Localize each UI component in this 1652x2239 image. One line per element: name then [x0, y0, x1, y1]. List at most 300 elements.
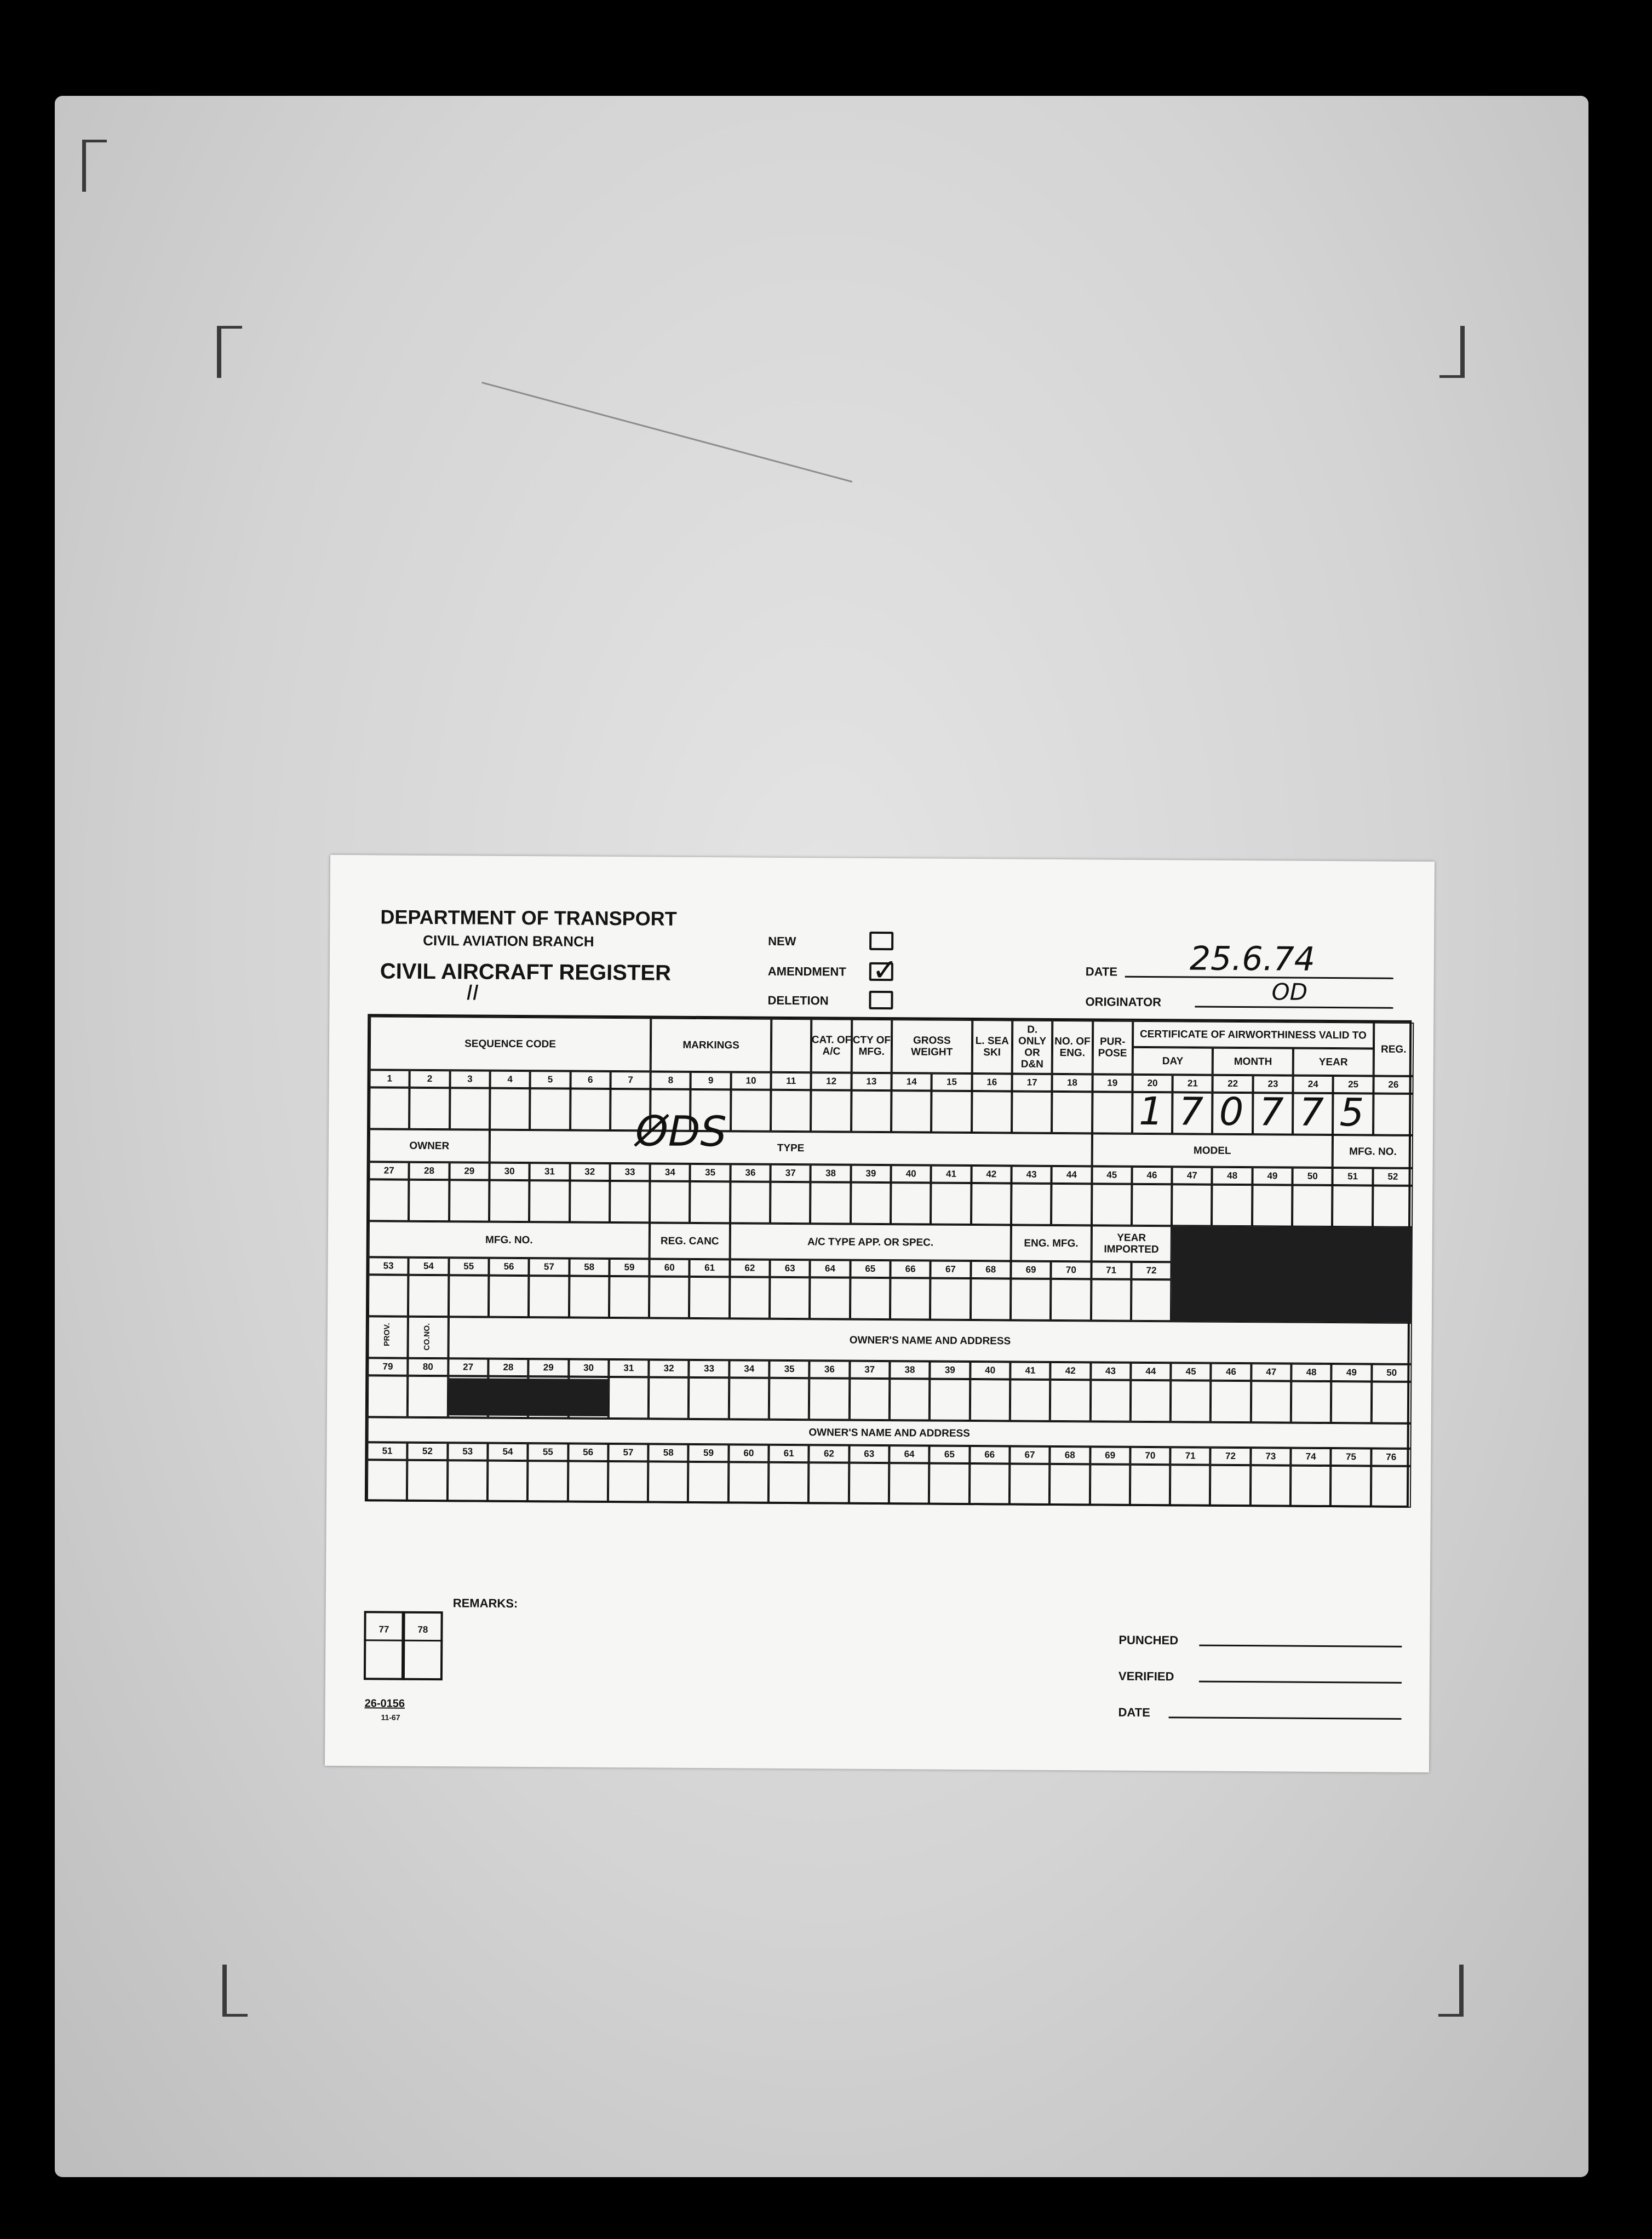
col-num: 37 — [864, 1364, 875, 1375]
col-num: 42 — [986, 1169, 997, 1180]
originator-value: OD — [1271, 978, 1308, 1006]
col-num: 63 — [784, 1262, 795, 1274]
hdr-lsea: L. SEA SKI — [975, 1035, 1009, 1059]
row1-entry-cell[interactable] — [811, 1090, 851, 1132]
row5-entry-cell[interactable] — [929, 1463, 970, 1505]
row5-entry-cell[interactable] — [1130, 1465, 1171, 1506]
new-checkbox[interactable] — [869, 932, 893, 950]
col-num: 73 — [1265, 1451, 1276, 1462]
col-num: 7 — [628, 1075, 633, 1086]
row2-entry-cell[interactable] — [851, 1182, 891, 1224]
col-num: 55 — [542, 1446, 553, 1457]
row5-entry-cell[interactable] — [487, 1461, 528, 1502]
row5-entry-cell[interactable] — [969, 1463, 1009, 1505]
row5-entry-cell[interactable] — [1170, 1465, 1211, 1506]
col-num: 64 — [825, 1263, 836, 1274]
col-num: 50 — [1307, 1170, 1318, 1181]
col-num: 58 — [663, 1447, 674, 1458]
col-num: 66 — [905, 1264, 916, 1274]
col-num: 66 — [984, 1449, 995, 1460]
col-num: 71 — [1185, 1450, 1196, 1461]
col-num: 29 — [464, 1166, 475, 1176]
col-num: 57 — [623, 1447, 634, 1458]
row4-entry-cell[interactable] — [809, 1378, 850, 1420]
row2-entry-cell[interactable] — [1373, 1185, 1413, 1227]
row3-entry-cell[interactable] — [1051, 1279, 1091, 1321]
col-num: 35 — [784, 1363, 795, 1375]
row5-entry-cell[interactable] — [407, 1460, 448, 1502]
crop-mark-outer — [82, 140, 107, 192]
row4-entry-cell[interactable] — [1050, 1380, 1091, 1421]
hdr-regcanc: REG. CANC — [660, 1235, 719, 1247]
row5-entry-cell[interactable] — [567, 1461, 608, 1503]
hdr-month: MONTH — [1234, 1055, 1272, 1067]
col-num: 68 — [985, 1264, 996, 1275]
hdr-cat: CAT. OF A/C — [811, 1034, 852, 1058]
row2-entry-cell[interactable] — [770, 1182, 811, 1224]
row1-entry-cell[interactable] — [409, 1088, 450, 1129]
crop-mark-top-left — [217, 326, 242, 378]
col-num: 67 — [1024, 1449, 1035, 1460]
col-num: 64 — [904, 1449, 915, 1460]
row4-entry-cell[interactable] — [1251, 1381, 1292, 1422]
col-num: 49 — [1267, 1170, 1278, 1181]
col-num: 43 — [1026, 1169, 1037, 1180]
row4-entry-cell[interactable] — [1090, 1380, 1131, 1421]
hdr-purpose: PUR- POSE — [1098, 1036, 1127, 1059]
row3-entry-cell[interactable] — [609, 1276, 650, 1318]
crop-mark-bottom-right — [1438, 1965, 1464, 2017]
col-num: 31 — [623, 1363, 634, 1374]
row5-entry-cell[interactable] — [729, 1462, 769, 1503]
hdr-owner-name-2: OWNER'S NAME AND ADDRESS — [808, 1426, 970, 1439]
row1-entry-cell[interactable] — [490, 1088, 530, 1130]
hdr-cono: CO.NO. — [422, 1323, 432, 1351]
col-num: 9 — [708, 1075, 714, 1086]
row3-entry-cell[interactable] — [569, 1276, 609, 1318]
col-num: 70 — [1145, 1450, 1156, 1461]
remarks-box-77[interactable] — [364, 1611, 404, 1680]
col-num: 51 — [382, 1445, 393, 1456]
row4-entry-cell[interactable] — [1371, 1381, 1412, 1423]
crop-mark-top-right — [1439, 326, 1465, 378]
col-num: 80 — [422, 1361, 433, 1373]
row4-entry-cell[interactable] — [1171, 1380, 1211, 1422]
row4-entry-cell[interactable] — [1291, 1381, 1332, 1423]
row4-entry-cell[interactable] — [970, 1379, 1010, 1421]
deletion-label: DELETION — [767, 993, 829, 1008]
row2-entry-cell[interactable] — [1051, 1184, 1092, 1225]
col-num: 3 — [467, 1073, 473, 1084]
col-num: 57 — [543, 1261, 554, 1272]
row4-entry-cell[interactable] — [408, 1376, 448, 1417]
col-num: 24 — [1307, 1078, 1318, 1089]
hdr-owner: OWNER — [409, 1140, 450, 1152]
row5-entry-cell[interactable] — [1049, 1464, 1090, 1506]
hdr-yearimp: YEAR IMPORTED — [1104, 1232, 1159, 1256]
row5-entry-cell[interactable] — [849, 1463, 890, 1505]
row3-entry-cell[interactable] — [368, 1274, 409, 1316]
row1-entry-cell[interactable] — [1012, 1091, 1052, 1133]
hdr-type: TYPE — [777, 1142, 805, 1154]
col-num: 32 — [663, 1363, 674, 1374]
row1-entry-cell[interactable] — [972, 1091, 1012, 1133]
row3-entry-cell[interactable] — [649, 1276, 690, 1318]
col-num: 36 — [824, 1364, 835, 1375]
col-num: 53 — [383, 1260, 394, 1271]
col-num: 71 — [1106, 1265, 1117, 1276]
row4-entry-cell[interactable] — [769, 1378, 810, 1420]
hdr-engmfg: ENG. MFG. — [1024, 1237, 1079, 1249]
row2-entry-cell[interactable] — [690, 1181, 730, 1223]
col-num: 26 — [1388, 1079, 1399, 1090]
hdr-mfgno2: MFG. NO. — [1349, 1145, 1397, 1158]
col-num: 52 — [1387, 1171, 1398, 1182]
row5-entry-cell[interactable] — [527, 1461, 568, 1502]
col-num: 52 — [422, 1445, 433, 1457]
row3-entry-cell[interactable] — [890, 1278, 931, 1319]
col-num: 10 — [745, 1075, 756, 1086]
row1-entry-cell[interactable] — [1052, 1092, 1092, 1133]
row5-entry-cell[interactable] — [608, 1461, 649, 1503]
row5-entry-cell[interactable] — [447, 1460, 487, 1502]
col-num: 11 — [786, 1075, 796, 1087]
row2-entry-cell[interactable] — [650, 1181, 690, 1222]
col-num: 54 — [423, 1260, 434, 1272]
col-num: 45 — [1106, 1169, 1117, 1180]
col-num: 69 — [1105, 1450, 1116, 1461]
cert-digit: 5 — [1339, 1090, 1364, 1135]
row2-entry-cell[interactable] — [1252, 1185, 1293, 1226]
originator-label: ORIGINATOR — [1085, 995, 1162, 1009]
hdr-model: MODEL — [1193, 1144, 1231, 1157]
col-num: 13 — [866, 1076, 877, 1087]
row1-entry-cell[interactable] — [369, 1087, 410, 1129]
row1-entry-cell[interactable] — [851, 1090, 892, 1132]
col-num: 20 — [1147, 1077, 1158, 1089]
hdr-donly: D. ONLY OR D&N — [1018, 1024, 1047, 1070]
row2-entry-cell[interactable] — [1172, 1184, 1212, 1226]
col-num: 18 — [1066, 1077, 1077, 1088]
row2-entry-cell[interactable] — [570, 1181, 610, 1222]
row3-entry-cell[interactable] — [810, 1277, 850, 1319]
col-num: 14 — [906, 1076, 917, 1087]
row4-entry-cell[interactable] — [1010, 1379, 1051, 1421]
col-num: 50 — [1386, 1367, 1397, 1378]
col-num: 27 — [383, 1165, 394, 1176]
register-card — [325, 855, 1435, 1772]
new-label: NEW — [768, 934, 796, 949]
col-num: 30 — [504, 1166, 515, 1176]
col-num: 36 — [745, 1167, 756, 1178]
row4-entry-cell[interactable] — [1211, 1381, 1251, 1422]
col-num: 33 — [703, 1363, 715, 1374]
amendment-label: AMENDMENT — [767, 964, 846, 979]
row4-entry-cell[interactable] — [890, 1379, 930, 1420]
cert-digit: 0 — [1219, 1089, 1244, 1135]
hdr-year: YEAR — [1318, 1056, 1348, 1068]
col-num: 19 — [1107, 1077, 1118, 1088]
col-num: 72 — [1146, 1265, 1157, 1276]
hdr-cty: CTY OF MFG. — [852, 1034, 891, 1058]
col-num: 54 — [502, 1446, 513, 1457]
row4-entry-cell[interactable] — [609, 1377, 649, 1419]
col-num: 5 — [547, 1074, 553, 1085]
date-label: DATE — [1085, 965, 1118, 979]
col-num: 75 — [1345, 1451, 1356, 1462]
col-num: 40 — [905, 1168, 916, 1179]
form-title: CIVIL AIRCRAFT REGISTER — [380, 959, 672, 985]
form-date: 11-67 — [381, 1713, 400, 1722]
row3-entry-cell[interactable] — [850, 1278, 891, 1319]
col-num: 59 — [703, 1448, 714, 1459]
row4-entry-cell[interactable] — [930, 1379, 970, 1421]
col-num: 61 — [783, 1448, 794, 1459]
col-num: 65 — [865, 1263, 876, 1274]
col-num-77: 77 — [378, 1624, 389, 1635]
row2-entry-cell[interactable] — [1292, 1185, 1333, 1227]
dept-heading: DEPARTMENT OF TRANSPORT — [380, 905, 677, 930]
row2-entry-cell[interactable] — [369, 1179, 409, 1221]
col-num: 49 — [1346, 1367, 1357, 1378]
row2-entry-cell[interactable] — [529, 1180, 570, 1222]
row2-entry-cell[interactable] — [610, 1181, 650, 1222]
markings-value: ØDS — [635, 1106, 727, 1156]
row3-entry-cell[interactable] — [1091, 1279, 1131, 1321]
row3-entry-cell[interactable] — [1131, 1279, 1172, 1321]
col-num: 33 — [624, 1167, 635, 1178]
col-num: 62 — [823, 1448, 834, 1459]
col-num: 51 — [1347, 1171, 1358, 1182]
col-num: 62 — [744, 1262, 755, 1273]
crop-mark-bottom-left — [222, 1965, 248, 2017]
col-num: 4 — [507, 1073, 513, 1084]
shaded-cells — [448, 1378, 609, 1416]
hdr-day: DAY — [1162, 1055, 1184, 1067]
col-num: 79 — [382, 1361, 393, 1372]
originator-line — [1195, 1006, 1393, 1009]
row3-entry-cell[interactable] — [930, 1278, 971, 1320]
scratch-mark — [481, 382, 852, 483]
col-num: 70 — [1065, 1265, 1076, 1276]
row3-entry-cell[interactable] — [971, 1278, 1011, 1320]
punched-label: PUNCHED — [1118, 1633, 1179, 1647]
hdr-sequence-code: SEQUENCE CODE — [464, 1037, 557, 1050]
col-num: 29 — [543, 1362, 554, 1373]
col-num: 74 — [1305, 1451, 1316, 1462]
row5-entry-cell[interactable] — [648, 1461, 689, 1503]
cert-digit: 7 — [1299, 1089, 1324, 1135]
row1-entry-cell[interactable] — [1092, 1092, 1133, 1133]
row3-entry-cell[interactable] — [449, 1275, 489, 1317]
row2-entry-cell[interactable] — [971, 1183, 1012, 1225]
row2-entry-cell[interactable] — [1212, 1185, 1252, 1226]
col-num: 47 — [1186, 1170, 1197, 1181]
row5-entry-cell[interactable] — [1290, 1466, 1331, 1507]
row4-entry-cell[interactable] — [649, 1377, 689, 1419]
branch-heading: CIVIL AVIATION BRANCH — [423, 932, 594, 950]
col-num: 25 — [1348, 1079, 1359, 1090]
row2-entry-cell[interactable] — [730, 1181, 771, 1223]
col-num: 23 — [1267, 1078, 1278, 1089]
row2-entry-cell[interactable] — [810, 1182, 851, 1224]
title-mark: II — [466, 980, 479, 1005]
row1-entry-cell[interactable] — [570, 1089, 611, 1130]
col-num: 61 — [704, 1262, 715, 1273]
row5-entry-cell[interactable] — [1089, 1464, 1130, 1506]
col-num: 30 — [583, 1362, 594, 1373]
col-num: 55 — [463, 1261, 474, 1272]
col-num: 67 — [945, 1264, 956, 1274]
row1-entry-cell[interactable] — [891, 1090, 932, 1132]
col-num: 60 — [664, 1262, 675, 1273]
col-num: 28 — [503, 1362, 514, 1373]
col-num: 53 — [462, 1446, 473, 1457]
verified-line — [1199, 1681, 1402, 1684]
row1-entry-cell[interactable] — [931, 1091, 972, 1133]
footer-date-line — [1168, 1716, 1401, 1720]
col-num: 41 — [1025, 1365, 1036, 1376]
col-num: 39 — [865, 1168, 876, 1179]
hdr-gross: GROSS WEIGHT — [911, 1035, 953, 1058]
col-num: 1 — [387, 1073, 393, 1084]
row5-entry-cell[interactable] — [367, 1460, 408, 1501]
row4-entry-cell[interactable] — [1331, 1381, 1372, 1423]
row2-entry-cell[interactable] — [409, 1180, 449, 1221]
row5-entry-cell[interactable] — [808, 1462, 849, 1504]
col-num: 47 — [1266, 1367, 1277, 1377]
col-num: 38 — [825, 1168, 836, 1179]
row1-entry-cell[interactable] — [450, 1088, 490, 1129]
row5-entry-cell[interactable] — [1009, 1463, 1050, 1505]
col-num: 46 — [1225, 1366, 1236, 1377]
hdr-prov: PROV. — [382, 1323, 391, 1346]
row2-entry-cell[interactable] — [931, 1183, 971, 1225]
row3-entry-cell[interactable] — [489, 1276, 529, 1317]
col-num: 40 — [985, 1365, 996, 1376]
col-num: 39 — [944, 1364, 955, 1375]
col-num: 72 — [1225, 1450, 1236, 1461]
row4-entry-cell[interactable] — [850, 1379, 890, 1420]
remarks-box-78[interactable] — [403, 1611, 443, 1680]
col-num: 34 — [744, 1363, 755, 1374]
hdr-blank — [771, 1019, 812, 1072]
row5-entry-cell[interactable] — [1210, 1465, 1251, 1507]
row1-entry-cell[interactable] — [731, 1089, 771, 1131]
col-num: 2 — [427, 1073, 433, 1084]
hdr-actype: A/C TYPE APP. OR SPEC. — [807, 1236, 934, 1249]
col-num: 44 — [1066, 1169, 1077, 1180]
col-num: 48 — [1227, 1170, 1238, 1181]
amendment-check-mark: ✓ — [871, 952, 898, 989]
row1-entry-cell[interactable] — [1373, 1093, 1414, 1135]
deletion-checkbox[interactable] — [869, 991, 893, 1009]
col-num: 41 — [945, 1168, 957, 1179]
row5-entry-cell[interactable] — [1251, 1465, 1291, 1507]
cert-digit: 7 — [1179, 1089, 1204, 1134]
col-num: 42 — [1065, 1365, 1076, 1376]
col-num: 63 — [864, 1448, 875, 1459]
row5-entry-cell[interactable] — [688, 1462, 729, 1503]
hdr-markings: MARKINGS — [682, 1039, 739, 1051]
col-num: 76 — [1386, 1451, 1397, 1462]
row2-entry-cell[interactable] — [449, 1180, 490, 1221]
col-num: 12 — [826, 1076, 837, 1087]
col-num: 58 — [584, 1261, 595, 1272]
col-num: 59 — [624, 1262, 635, 1273]
hdr-reg: REG. — [1381, 1043, 1407, 1055]
col-num: 35 — [705, 1167, 716, 1178]
col-num: 6 — [587, 1074, 593, 1085]
col-num: 34 — [664, 1167, 675, 1178]
row3-entry-cell[interactable] — [689, 1277, 730, 1318]
form-number: 26-0156 — [364, 1697, 405, 1710]
row2-entry-cell[interactable] — [1332, 1185, 1373, 1227]
hdr-owner-name-1: OWNER'S NAME AND ADDRESS — [849, 1334, 1011, 1347]
col-num: 28 — [424, 1165, 435, 1176]
row2-entry-cell[interactable] — [891, 1182, 931, 1224]
register-grid — [365, 1014, 1412, 1508]
cert-digit: 1 — [1138, 1088, 1163, 1134]
col-num: 46 — [1146, 1169, 1157, 1181]
col-num: 69 — [1025, 1264, 1036, 1275]
col-num: 37 — [785, 1167, 796, 1179]
col-num: 22 — [1227, 1078, 1238, 1089]
col-num: 60 — [743, 1448, 754, 1459]
row3-entry-cell[interactable] — [529, 1276, 569, 1317]
row5-entry-cell[interactable] — [1330, 1466, 1371, 1507]
row5-entry-cell[interactable] — [889, 1463, 930, 1505]
footer-date-label: DATE — [1118, 1705, 1150, 1720]
row4-entry-cell[interactable] — [368, 1375, 408, 1417]
cert-digit: 7 — [1259, 1089, 1284, 1135]
row4-entry-cell[interactable] — [729, 1377, 770, 1419]
col-num: 56 — [503, 1261, 514, 1272]
row3-entry-cell[interactable] — [1011, 1278, 1051, 1320]
row2-entry-cell[interactable] — [1132, 1184, 1172, 1226]
row1-entry-cell[interactable] — [530, 1088, 570, 1130]
col-num: 17 — [1026, 1077, 1037, 1088]
col-num: 32 — [584, 1166, 595, 1177]
col-num: 44 — [1145, 1365, 1156, 1377]
date-value: 25.6.74 — [1189, 939, 1316, 979]
col-num: 45 — [1185, 1366, 1196, 1377]
col-num: 56 — [583, 1446, 594, 1457]
hdr-mfgno3: MFG. NO. — [485, 1234, 533, 1246]
shaded-block — [1171, 1226, 1413, 1323]
row4-entry-cell[interactable] — [689, 1377, 729, 1419]
col-num-78: 78 — [417, 1624, 428, 1635]
row5-entry-cell[interactable] — [1371, 1466, 1412, 1507]
row3-entry-cell[interactable] — [408, 1275, 449, 1317]
verified-label: VERIFIED — [1118, 1669, 1174, 1684]
hdr-noeng: NO. OF ENG. — [1054, 1035, 1091, 1059]
col-num: 43 — [1105, 1365, 1116, 1376]
row2-entry-cell[interactable] — [1011, 1183, 1052, 1225]
punched-line — [1199, 1645, 1402, 1647]
row3-entry-cell[interactable] — [770, 1277, 810, 1319]
row4-entry-cell[interactable] — [1131, 1380, 1171, 1422]
col-num: 21 — [1187, 1078, 1198, 1089]
row2-entry-cell[interactable] — [489, 1180, 530, 1222]
remarks-label: REMARKS: — [452, 1596, 518, 1610]
row5-entry-cell[interactable] — [768, 1462, 809, 1504]
row3-entry-cell[interactable] — [730, 1277, 770, 1318]
row1-entry-cell[interactable] — [771, 1090, 811, 1132]
col-num: 8 — [668, 1075, 674, 1086]
col-num: 38 — [904, 1364, 915, 1375]
row2-entry-cell[interactable] — [1092, 1184, 1132, 1225]
